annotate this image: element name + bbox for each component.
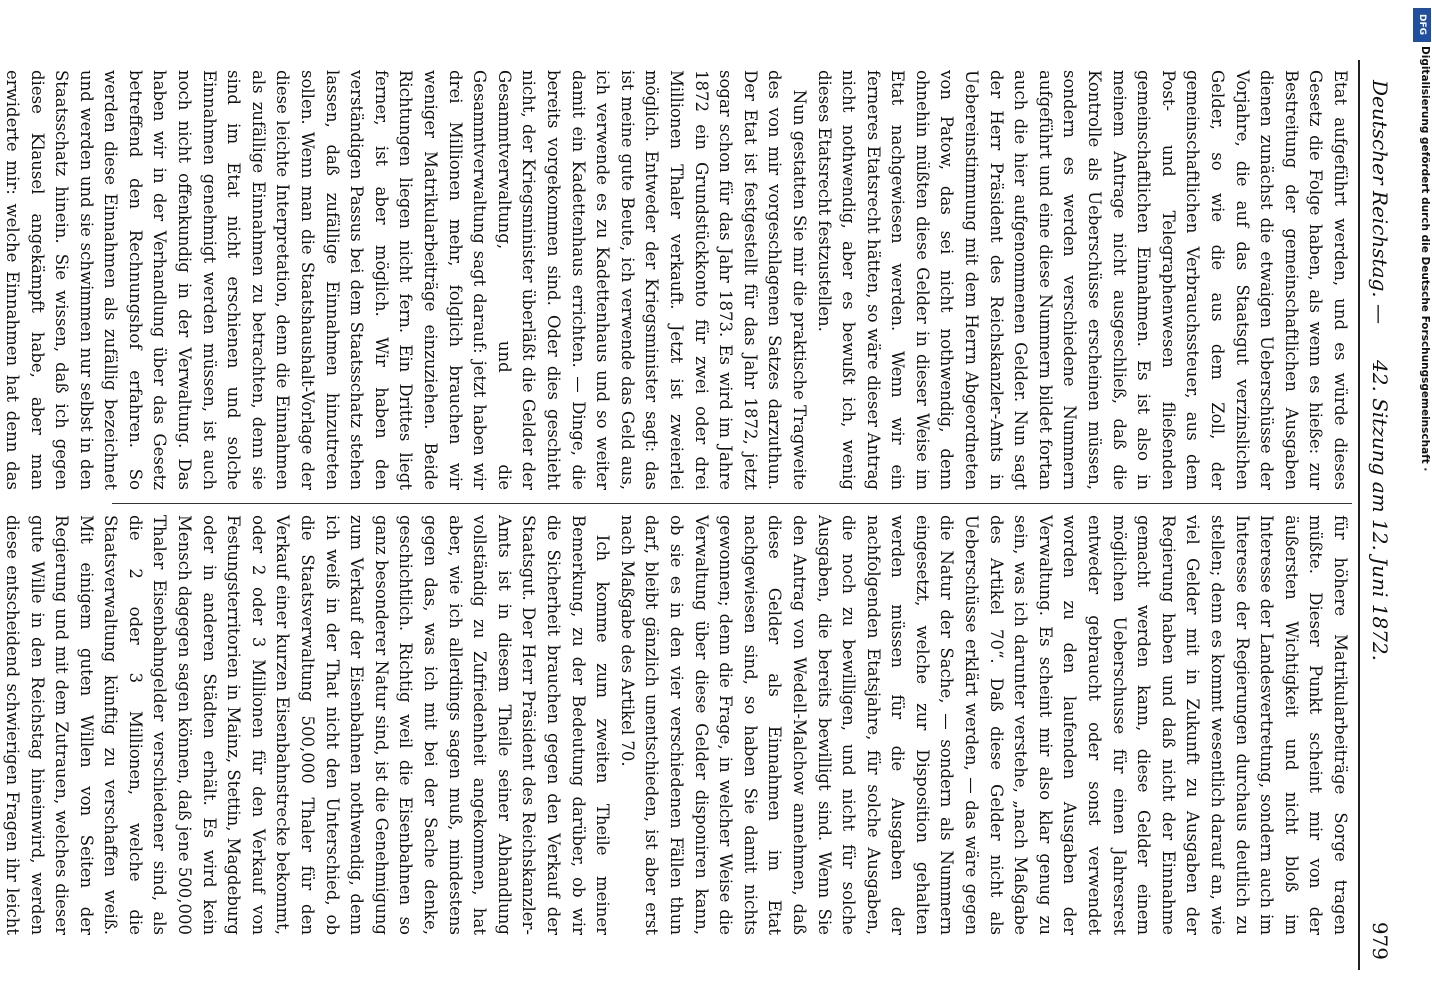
page-number: 979: [1368, 921, 1392, 960]
paragraph: Nun gestatten Sie mir die praktische Tragweite des von mir vorgeschlagenen Satzes darzuthun. Der Etat ist festgestellt für das Jahr 1872, jetzt sogar schon für das Jahr 1873. Es wird im Jahre 1872 ein Grundstückkonto für zwei oder drei Millionen Thaler verkauft. Jetzt ist zweierlei möglich. Entweder der Kriegsminister sagt: das ist meine gute Beute, ich verwende das Geld aus, ich verwende es zu Kadettenhaus und so weiter damit ein Kadettenhaus errichten. — Dinge, die bereits vorgekommen sind. Oder dies geschieht nicht, der Kriegsminister überläßt die Gelder der Gesammtverwaltung, und die Gesammtverwaltung sagt darauf: jetzt haben wir drei Millionen mehr, folglich brauchen wir weniger Matrikularbeiträge einzuziehen. Beide Richtungen liegen nicht fern. Ein Drittes liegt ferner, ist aber möglich. Wir haben den verständigen Passus bei dem Staatsschatz stehen lassen, daß zufällige Einnahmen hinzutreten sollen. Wenn man die Staatshaushalt-Vorlage der diese leichte Interpretation, denn die Einnahmen als zufällige Einnahmen zu betrachten, denn sie sind im Etat nicht erschienen und solche Einnahmen genehmigt werden müssen, ist auch noch nicht offenkundig in der Verwaltung. Das haben wir in der Verhandlung über das Gesetz betreffend den Rechnungshof erfahren. So werden diese Einnahmen als zufällig bezeichnet und werden und sie schwimmen nur selbst in den Staatsschatz hinein. Sie wissen, daß ich gegen diese Klausel angekämpft habe, aber man erwiderte mir: welche Einnahmen hat denn das: [2, 70, 809, 490]
rotated-scan: [2, 60, 1400, 970]
publication-title: Deutscher Reichstag. —: [1368, 80, 1392, 325]
page-header: [1358, 60, 1400, 970]
dfg-logo: DFG: [1413, 8, 1431, 42]
column-divider: [112, 503, 1352, 504]
text-column-right: [0, 515, 1352, 935]
paragraph: für höhere Matrikularbeiträge Sorge tragen müßte. Dieser Punkt scheint mir von der äußersten Wichtigkeit und nicht bloß im Interesse der Landesvertretung, sondern auch im Interesse der Regierungen durchaus deutlich zu stellen; denn es kommt wesentlich darauf an, wie viel Gelder mit in Zukunft zu Ausgaben der Regierung haben und daß nicht der Einnahme gemacht werden kann, diese Gelder einem möglichen Ueberschusse für einen Jahresrest entweder gebraucht oder sonst verwendet worden zu den laufenden Ausgaben der Verwaltung. Es scheint mir also klar genug zu sein, was ich darunter verstehe, „nach Maßgabe des Artikel 70“. Daß diese Gelder nicht als Ueberschüsse erklärt werden, — das wäre gegen die Natur der Sache, — sondern als Nummern eingesetzt, welche zur Disposition gehalten werden müssen für die Ausgaben der nachfolgenden Etatsjahre, für solche Ausgaben, die noch zu bewilligen, und nicht für solche Ausgaben, die bereits bewilligt sind. Wenn Sie den Antrag von Wedell-Malchow annehmen, daß diese Gelder als Einnahmen im Etat nachgewiesen sind, so haben Sie damit nichts gewonnen; denn die Frage, in welcher Weise die Verwaltung über diese Gelder disponiren kann, ob sie es in den vier verschiedenen Fällen thun darf, bleibt gänzlich unentschieden, ist aber erst nach Maßgabe des Artikel 70.: [617, 515, 1350, 935]
digitization-note: Digitalisierung gefördert durch die Deutsche Forschungsgemeinschaft ·: [1419, 46, 1431, 472]
text-column-left: [0, 70, 1352, 490]
paragraph: Ich komme zum zweiten Theile meiner Bemerkung, zu der Bedeutung darüber, ob wir die Sicherheit brauchen gegen den Verkauf der Staatsgut. Der Herr Präsident des Reichskanzler-Amts ist in diesem Theile seiner Abhandlung vollständig zu Zufriedenheit angekommen, hat aber, wie ich allerdings sagen muß, mindestens gegen das, was ich mit bei der Sache denke, geschichtlich. Richtig weil die Eisenbahnen so ganz besonderer Natur sind, ist die Genehmigung zum Verkauf der Eisenbahnen nothwendig, denn ich weiß in der That nicht den Unterschied, ob die Staatsverwaltung 500,000 Thaler für den Verkauf einer kurzen Eisenbahnstrecke bekommt, oder 2 oder 3 Millionen für den Verkauf von Festungsterritorien in Mainz, Stettin, Magdeburg oder in anderen Städten erhält. Es wird kein Mensch dagegen sagen können, daß jene 500,000 Thaler Eisenbahngelder verschiedener sind, als die 2 oder 3 Millionen, welche die Staatsverwaltung künftig zu verschaffen weiß. Mit einigem guten Willen von Seiten der Regierung und mit dem Zutrauen, welches dieser gute Wille in den Reichstag hineinwird, werden diese entscheidend schwierigen Fragen ihr leicht: [2, 515, 613, 935]
paragraph: Etat aufgeführt werden, und es würde dieses Gesetz die Folge haben, als wenn es hieße: zur Bestreitung der gemeinschaftlichen Ausgaben dienen zunächst die etwaigen Ueberschüsse der Vorjahre, die auf das Staatsgut verzinslichen Gelder, so wie die aus dem Zoll, der gemeinschaftlichen Verbrauchssteuer, aus dem Post- und Telegraphenwesen fließenden gemeinschaftlichen Einnahmen. Es ist also in meinem Antrage nicht ausgeschließ, daß die Kontrolle als Ueberschüsse erscheinen müssen, sondern es werden verschiedene Nummern aufgeführt und eine diese Nummern bildet fortan auch die hier aufgenommenen Gelder. Nun sagt der Herr Präsident des Reichskanzler-Amts in Uebereinstimmung mit dem Herrn Abgeordneten von Patow, das sei nicht nothwendig, denn ohnehin müßten diese Gelder in dieser Weise im Etat nachgewiesen werden. Wenn wir ein ferneres Etatsrecht hätten, so wäre dieser Antrag nicht nothwendig, aber es bewußt ich, wenig dieses Etatsrecht festzustellen.: [814, 70, 1350, 490]
session-title: 42. Sitzung am 12. Juni 1872.: [1368, 360, 1392, 661]
